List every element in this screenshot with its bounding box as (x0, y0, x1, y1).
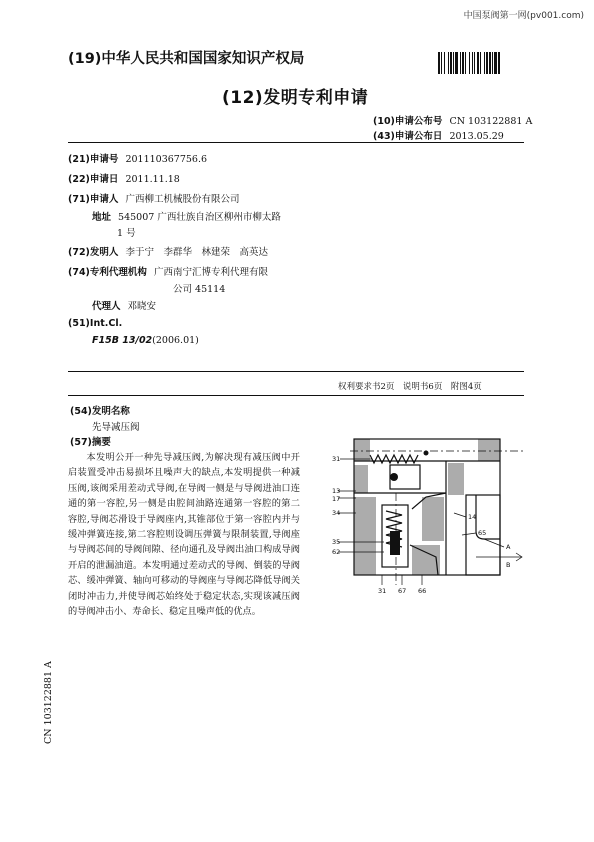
barcode-bar (438, 52, 440, 74)
address-label: 地址 (92, 212, 112, 223)
barcode-bar (486, 52, 488, 74)
barcode-bar (453, 52, 454, 74)
barcode-bar (492, 52, 493, 74)
label-34: 34 (332, 509, 341, 517)
title-label (70, 403, 130, 417)
section-divider-top (68, 371, 524, 372)
address-line-2: 1 号 (117, 228, 136, 239)
label-62: 62 (332, 548, 341, 556)
barcode-bar (455, 52, 458, 74)
ipc-version: (2006.01) (152, 335, 199, 346)
barcode-bar (494, 52, 497, 74)
abstract-label (70, 434, 111, 448)
abstract-text: 本发明公开一种先导减压阀,为解决现有减压阀中开启装置受冲击易损坏且噪声大的缺点,本发明提供一种减压阀,该阀采用差动式导阀,在导阀一侧是与导阀进油口连通的第一容腔,另一侧是由腔间油路连通第一容腔的第二容腔,导阀芯滑设于导阀座内,其锥部位于第一容腔内并与缓冲弹簧连接,第二容腔则设调压弹簧与限制装置,导阀座与导阀芯间的导阀间隙、径向通孔及导阀出油口构成导阀开启的泄漏油道。本发明通过差动式的导阀、倒装的导阀芯、缓冲弹簧、轴向可移动的导阀座与导阀芯降低导阀关闭时冲击力,并使导阀芯始终处于稳定状态,实现该减压阀的导阀冲击小、寿命长、稳定且噪声低的优点。 (68, 452, 300, 618)
label-13: 13 (332, 487, 341, 495)
barcode-bar (474, 52, 475, 74)
agent-label: 代理人 (92, 301, 121, 312)
barcode-bar (465, 52, 466, 74)
inventors: 李于宁 李群华 林建荣 高英达 (125, 247, 268, 258)
applicant-row (68, 191, 239, 205)
label-67: 67 (398, 587, 407, 595)
header-divider (68, 142, 524, 143)
publication-number-row (373, 113, 532, 127)
applicant: 广西柳工机械股份有限公司 (125, 194, 240, 205)
application-number-label: (21)申请号 (68, 154, 119, 165)
barcode-bar (484, 52, 485, 74)
ipc-label: (51)Int.Cl. (68, 318, 123, 329)
site-watermark: 中国泵阀第一网(pv001.com) (463, 11, 584, 21)
barcode-bar (469, 52, 470, 74)
filing-date-label: (22)申请日 (68, 174, 119, 185)
document-type: (12)发明专利申请 (222, 88, 369, 108)
barcode-bar (489, 52, 491, 74)
application-number: 201110367756.6 (125, 154, 208, 165)
applicant-label: (71)申请人 (68, 194, 119, 205)
barcode-bar (448, 52, 449, 74)
barcode-bar (450, 52, 452, 74)
label-B: B (506, 561, 511, 569)
label-14: 14 (468, 513, 477, 521)
issuing-office: (19)中华人民共和国国家知识产权局 (68, 51, 305, 67)
agency-line-2: 公司 45114 (173, 284, 226, 295)
agency-row (68, 264, 268, 278)
ipc-label-row (68, 318, 122, 329)
barcode-bar (477, 52, 479, 74)
filing-date-row (68, 171, 180, 185)
publication-number: CN 103122881 A (449, 116, 533, 127)
barcode-bar (462, 52, 464, 74)
agent-row (92, 298, 156, 312)
publication-date-label: (43)申请公布日 (373, 131, 443, 142)
label-A: A (506, 543, 511, 551)
ipc-row (92, 335, 199, 346)
label-35: 35 (332, 538, 341, 546)
address-row (92, 209, 281, 223)
title-label-text: (54)发明名称 (70, 406, 130, 417)
barcode-bar (498, 52, 500, 74)
section-divider-bottom (68, 395, 524, 396)
barcode (438, 52, 550, 74)
publication-number-label: (10)申请公布号 (373, 116, 443, 127)
invention-title: 先导减压阀 (92, 422, 140, 433)
abstract-label-text: (57)摘要 (70, 437, 111, 448)
inventors-label: (72)发明人 (68, 247, 119, 258)
filing-date: 2011.11.18 (125, 174, 180, 185)
label-31: 31 (332, 455, 341, 463)
ipc-code: F15B 13/02 (92, 335, 153, 346)
application-number-row (68, 151, 207, 165)
side-publication-number: CN 103122881 A (43, 661, 54, 744)
agency-line-1: 广西南宁汇博专利代理有限 (153, 267, 268, 278)
agent: 邓晓安 (127, 301, 157, 312)
publication-date: 2013.05.29 (449, 131, 504, 142)
valve-drawing (326, 435, 526, 605)
publication-date-row (373, 128, 504, 142)
inventors-row (68, 244, 268, 258)
address-line-1: 545007 广西壮族自治区柳州市柳太路 (118, 212, 281, 223)
barcode-bar (480, 52, 481, 74)
label-31-bottom: 31 (378, 587, 387, 595)
barcode-bar (444, 52, 445, 74)
barcode-bar (441, 52, 442, 74)
label-66: 66 (418, 587, 427, 595)
agency-label: (74)专利代理机构 (68, 267, 147, 278)
barcode-bar (460, 52, 461, 74)
label-17: 17 (332, 495, 341, 503)
barcode-bar (472, 52, 473, 74)
label-65: 65 (478, 529, 487, 537)
page-counts: 权利要求书2页 说明书6页 附图4页 (338, 382, 482, 392)
